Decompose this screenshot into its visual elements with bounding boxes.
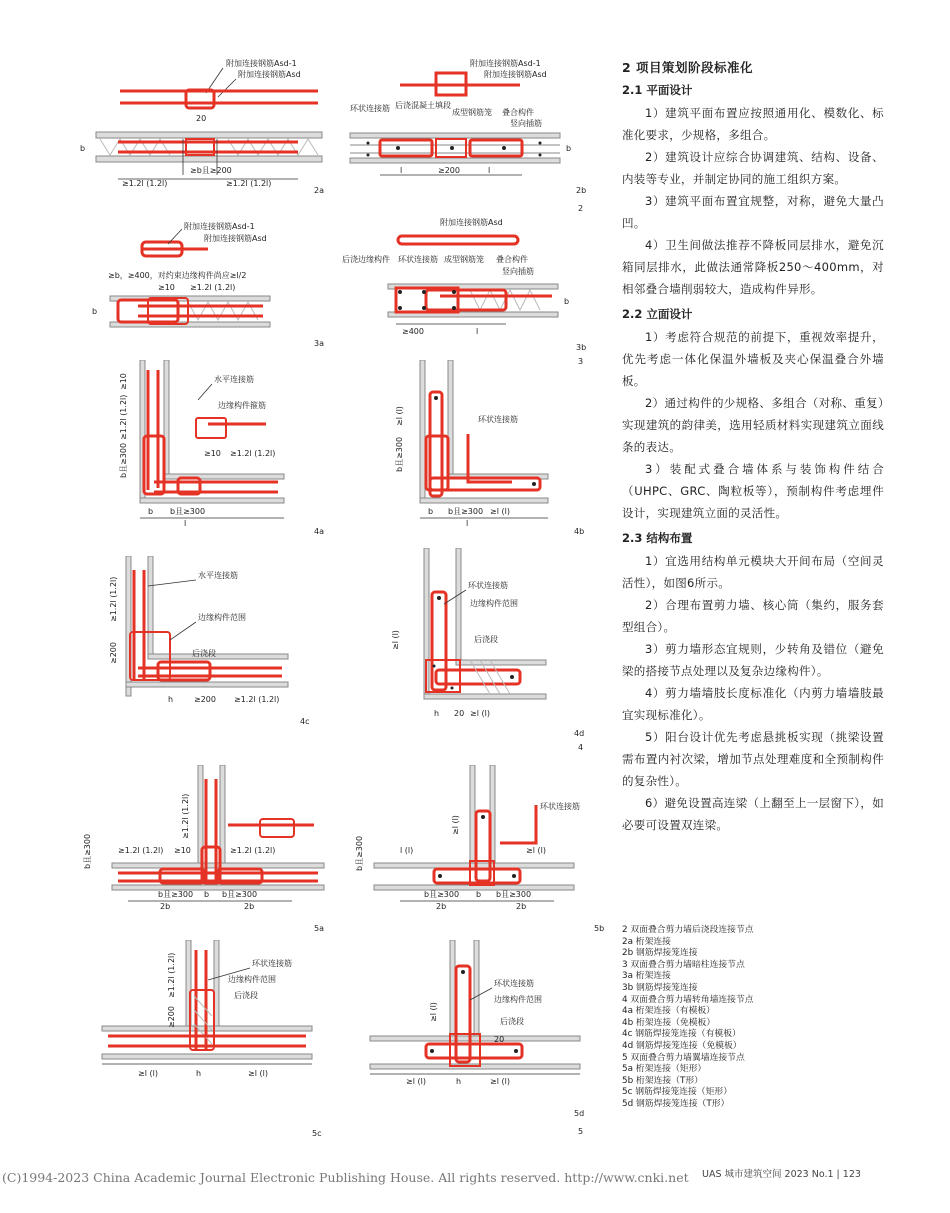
svg-text:b: b (566, 144, 572, 153)
subsection-heading: 2.2 立面设计 (622, 307, 693, 321)
svg-text:后浇边缘构件: 后浇边缘构件 (342, 255, 390, 264)
label-asd1: 附加连接钢筋Asd-1 (226, 59, 297, 68)
section-title: 2 项目策划阶段标准化 (622, 60, 754, 75)
svg-text:h: h (168, 695, 174, 704)
journal-footer: UAS 城市建筑空间 2023 No.1 | 123 (702, 1169, 861, 1180)
svg-text:l (l): l (l) (400, 846, 414, 855)
figure-5d (340, 940, 600, 1140)
paragraph: 4）剪力墙墙肢长度标准化（内剪力墙墙肢最宜实现标准化）。 (622, 686, 884, 722)
svg-text:≥l (l): ≥l (l) (526, 846, 546, 855)
svg-text:竖向插筋: 竖向插筋 (510, 119, 542, 128)
svg-text:b: b (564, 297, 570, 306)
figure-number: 2a (314, 186, 324, 195)
caption: 4 双面叠合剪力墙转角墙连接节点 (622, 994, 754, 1005)
caption: 3b 钢筋焊接笼连接 (622, 982, 698, 993)
svg-text:l: l (488, 166, 491, 175)
svg-text:≥b，≥400，对约束边缘构件尚应≥l/2: ≥b，≥400，对约束边缘构件尚应≥l/2 (108, 271, 247, 280)
svg-text:l: l (400, 166, 403, 175)
svg-text:附加连接钢筋Asd: 附加连接钢筋Asd (440, 218, 503, 227)
svg-text:≥200: ≥200 (109, 642, 118, 664)
svg-text:5d: 5d (574, 1109, 585, 1118)
svg-text:边缘构件范围: 边缘构件范围 (198, 613, 246, 622)
svg-text:叠合构件: 叠合构件 (496, 255, 528, 264)
svg-text:≥l (l): ≥l (l) (406, 1077, 426, 1086)
paragraph: 3）剪力墙形态宜规则，少转角及错位（避免梁的搭接节点处理以及复杂边缘构件）。 (622, 642, 884, 678)
svg-text:竖向插筋: 竖向插筋 (502, 267, 534, 276)
svg-text:≥l (l): ≥l (l) (395, 406, 404, 426)
svg-text:≥400: ≥400 (402, 327, 424, 336)
paragraph: 3）装配式叠合墙体系与装饰构件结合（UHPC、GRC、陶粒板等），预制构件考虑埋件设计，实现建筑立面的灵活性。 (622, 462, 884, 520)
svg-text:≥1.2l (1.2l): ≥1.2l (1.2l) (230, 846, 276, 855)
svg-text:成型钢筋笼: 成型钢筋笼 (452, 108, 492, 117)
svg-text:水平连接筋: 水平连接筋 (214, 375, 254, 384)
svg-text:≥1.2l (1.2l): ≥1.2l (1.2l) (234, 695, 280, 704)
svg-text:≥l (l): ≥l (l) (248, 1069, 268, 1078)
svg-text:b: b (476, 890, 482, 899)
svg-text:附加连接钢筋Asd: 附加连接钢筋Asd (484, 70, 547, 79)
svg-text:b且≥300: b且≥300 (170, 507, 206, 516)
figure-4c (78, 556, 328, 731)
caption: 4a 桁架连接（有模板） (622, 1006, 715, 1017)
svg-text:≥l (l): ≥l (l) (490, 507, 510, 516)
paragraph: 5）阳台设计优先考虑悬挑板实现（挑梁设置需布置内衬次梁，增加节点处理难度和全预制构件的复杂性）。 (622, 730, 884, 788)
svg-text:≥b且≥200: ≥b且≥200 (190, 166, 232, 175)
figure-4d (340, 548, 590, 750)
svg-text:附加连接钢筋Asd-1: 附加连接钢筋Asd-1 (470, 59, 541, 68)
svg-text:3a: 3a (314, 339, 324, 348)
figure-3a (78, 212, 328, 352)
svg-text:环状连接筋: 环状连接筋 (350, 104, 390, 113)
svg-text:2b: 2b (576, 186, 587, 195)
caption: 5b 桁架连接（T形） (622, 1075, 703, 1086)
caption: 5a 桁架连接（矩形） (622, 1064, 707, 1075)
svg-text:b且≥300: b且≥300 (158, 890, 194, 899)
svg-text:边缘构件范围: 边缘构件范围 (228, 975, 276, 984)
svg-text:≥1.2l (1.2l): ≥1.2l (1.2l) (118, 846, 164, 855)
svg-text:成型钢筋笼: 成型钢筋笼 (444, 255, 484, 264)
svg-text:≥l (l): ≥l (l) (470, 709, 490, 718)
svg-text:5: 5 (578, 1127, 584, 1136)
svg-text:l: l (184, 519, 187, 528)
svg-text:b且≥300: b且≥300 (83, 833, 92, 869)
svg-text:b且≥300: b且≥300 (222, 890, 258, 899)
svg-text:≥10: ≥10 (119, 373, 128, 390)
paragraph: 3）建筑平面布置宜规整，对称，避免大量凸凹。 (622, 194, 884, 230)
svg-text:b: b (428, 507, 434, 516)
figure-5b (340, 765, 610, 937)
svg-text:≥10: ≥10 (174, 846, 191, 855)
caption: 2b 钢筋焊接笼连接 (622, 948, 698, 959)
svg-text:边缘构件范围: 边缘构件范围 (494, 995, 542, 1004)
label-asd: 附加连接钢筋Asd (238, 70, 301, 79)
svg-text:≥10: ≥10 (204, 449, 221, 458)
svg-text:环状连接筋: 环状连接筋 (540, 802, 580, 811)
svg-text:≥200: ≥200 (438, 166, 460, 175)
svg-text:附加连接钢筋Asd-1: 附加连接钢筋Asd-1 (184, 222, 255, 231)
svg-text:4: 4 (578, 743, 584, 750)
paragraph: 6）避免设置高连梁（上翻至上一层窗下），如必要可设置双连梁。 (622, 796, 884, 832)
svg-text:叠合构件: 叠合构件 (502, 108, 534, 117)
svg-text:b且≥300: b且≥300 (448, 507, 484, 516)
caption: 5 双面叠合剪力墙翼墙连接节点 (622, 1052, 745, 1063)
svg-text:后浇段: 后浇段 (192, 649, 216, 658)
svg-text:h: h (196, 1069, 202, 1078)
caption: 5c 钢筋焊接笼连接（矩形） (622, 1087, 732, 1098)
svg-text:≥1.2l (1.2l): ≥1.2l (1.2l) (119, 394, 128, 440)
svg-text:2b: 2b (436, 902, 447, 911)
svg-text:5c: 5c (312, 1129, 322, 1138)
figure-4b (340, 360, 590, 538)
caption: 2 双面叠合剪力墙后浇段连接节点 (622, 925, 754, 935)
figure-5c (78, 940, 328, 1140)
svg-text:≥l (l): ≥l (l) (391, 630, 400, 650)
caption: 3 双面叠合剪力墙暗柱连接节点 (622, 959, 745, 970)
caption: 4d 钢筋焊接笼连接（免模板） (622, 1040, 742, 1051)
caption: 4b 桁架连接（免模板） (622, 1017, 716, 1028)
article-text (622, 58, 884, 836)
paragraph: 2）建筑设计应综合协调建筑、结构、设备、内装等专业，并制定协同的施工组织方案。 (622, 150, 884, 186)
svg-text:≥l (l): ≥l (l) (451, 815, 460, 835)
svg-text:≥1.2l (1.2l): ≥1.2l (1.2l) (230, 449, 276, 458)
paragraph: 2）通过构件的少规格、多组合（对称、重复）实现建筑的韵律美，选用轻质材料实现建筑立面线条的表达。 (622, 396, 884, 454)
svg-text:后浇段: 后浇段 (500, 1017, 524, 1026)
figure-2b (340, 55, 590, 215)
paragraph: 1）建筑平面布置应按照通用化、模数化、标准化要求，少规格，多组合。 (622, 106, 884, 142)
svg-text:环状连接筋: 环状连接筋 (494, 979, 534, 988)
svg-text:20: 20 (196, 114, 207, 123)
svg-text:4b: 4b (574, 527, 585, 536)
svg-text:≥200: ≥200 (167, 1006, 176, 1028)
svg-text:l: l (476, 327, 479, 336)
svg-text:附加连接钢筋Asd: 附加连接钢筋Asd (204, 234, 267, 243)
svg-text:b: b (148, 507, 154, 516)
svg-text:环状连接筋: 环状连接筋 (478, 415, 518, 424)
svg-text:环状连接筋: 环状连接筋 (252, 959, 292, 968)
caption: 3a 桁架连接 (622, 971, 671, 982)
figure-4a (78, 360, 328, 538)
svg-text:≥1.2l (1.2l): ≥1.2l (1.2l) (226, 179, 272, 188)
svg-text:≥l (l): ≥l (l) (429, 1002, 438, 1022)
svg-text:20: 20 (494, 1035, 505, 1044)
paragraph: 1）宜选用结构单元模块大开间布局（空间灵活性），如图6所示。 (622, 554, 884, 590)
paragraph: 4）卫生间做法推荐不降板同层排水，避免沉箱同层排水，此做法通常降板250～400mm，对相邻叠合墙削弱较大，造成构件异形。 (622, 238, 884, 296)
svg-text:4a: 4a (314, 527, 324, 536)
figure-2a (78, 55, 328, 200)
subsection-heading: 2.3 结构布置 (622, 531, 693, 545)
svg-text:5b: 5b (594, 924, 605, 933)
svg-text:环状连接筋: 环状连接筋 (468, 581, 508, 590)
copyright-footer: (C)1994-2023 China Academic Journal Electronic Publishing House. All rights reserved. http://www.cnki.net (2, 1170, 689, 1185)
svg-text:2: 2 (578, 204, 584, 213)
svg-text:环状连接筋: 环状连接筋 (398, 255, 438, 264)
svg-text:b且≥300: b且≥300 (424, 890, 460, 899)
svg-text:3: 3 (578, 357, 584, 366)
caption: 5d 钢筋焊接笼连接（T形） (622, 1098, 730, 1109)
subsection-heading: 2.1 平面设计 (622, 83, 693, 97)
figure-3b (340, 212, 590, 367)
svg-text:b且≥300: b且≥300 (496, 890, 532, 899)
svg-text:后浇混凝土填段: 后浇混凝土填段 (395, 101, 451, 110)
svg-text:后浇段: 后浇段 (234, 991, 258, 1000)
svg-text:2b: 2b (244, 902, 255, 911)
svg-text:≥1.2l (1.2l): ≥1.2l (1.2l) (181, 793, 190, 839)
paragraph: 2）合理布置剪力墙、核心筒（集约，服务套型组合）。 (622, 598, 884, 634)
svg-text:20: 20 (454, 709, 465, 718)
figure-5a (78, 765, 328, 937)
caption: 4c 钢筋焊接笼连接（有模板） (622, 1029, 741, 1040)
paragraph: 1）考虑符合规范的前提下，重视效率提升，优先考虑一体化保温外墙板及夹心保温叠合外墙板。 (622, 330, 884, 388)
svg-text:边缘构件范围: 边缘构件范围 (470, 599, 518, 608)
svg-text:b: b (80, 144, 86, 153)
svg-text:≥1.2l (1.2l): ≥1.2l (1.2l) (167, 952, 176, 998)
svg-text:≥200: ≥200 (194, 695, 216, 704)
svg-text:≥1.2l (1.2l): ≥1.2l (1.2l) (190, 283, 236, 292)
figure-captions (622, 925, 882, 1111)
svg-text:h: h (456, 1077, 462, 1086)
svg-text:l: l (466, 519, 469, 528)
svg-text:4c: 4c (300, 717, 310, 726)
svg-text:b: b (92, 307, 98, 316)
svg-text:水平连接筋: 水平连接筋 (198, 571, 238, 580)
svg-text:后浇段: 后浇段 (474, 635, 498, 644)
svg-text:≥1.2l (1.2l): ≥1.2l (1.2l) (109, 576, 118, 622)
svg-text:≥10: ≥10 (158, 283, 175, 292)
svg-text:b且≥300: b且≥300 (119, 442, 128, 478)
svg-text:4d: 4d (574, 729, 585, 738)
svg-text:2b: 2b (160, 902, 171, 911)
svg-text:2b: 2b (516, 902, 527, 911)
svg-text:b且≥300: b且≥300 (395, 436, 404, 472)
svg-text:5a: 5a (314, 924, 324, 933)
svg-text:边缘构件箍筋: 边缘构件箍筋 (218, 401, 266, 410)
svg-text:b: b (204, 890, 210, 899)
svg-text:≥l (l): ≥l (l) (490, 1077, 510, 1086)
svg-text:3b: 3b (576, 343, 587, 352)
caption: 2a 桁架连接 (622, 936, 671, 947)
svg-text:≥l (l): ≥l (l) (138, 1069, 158, 1078)
svg-text:b且≥300: b且≥300 (355, 835, 364, 871)
svg-text:h: h (434, 709, 440, 718)
svg-text:≥1.2l (1.2l): ≥1.2l (1.2l) (122, 179, 168, 188)
